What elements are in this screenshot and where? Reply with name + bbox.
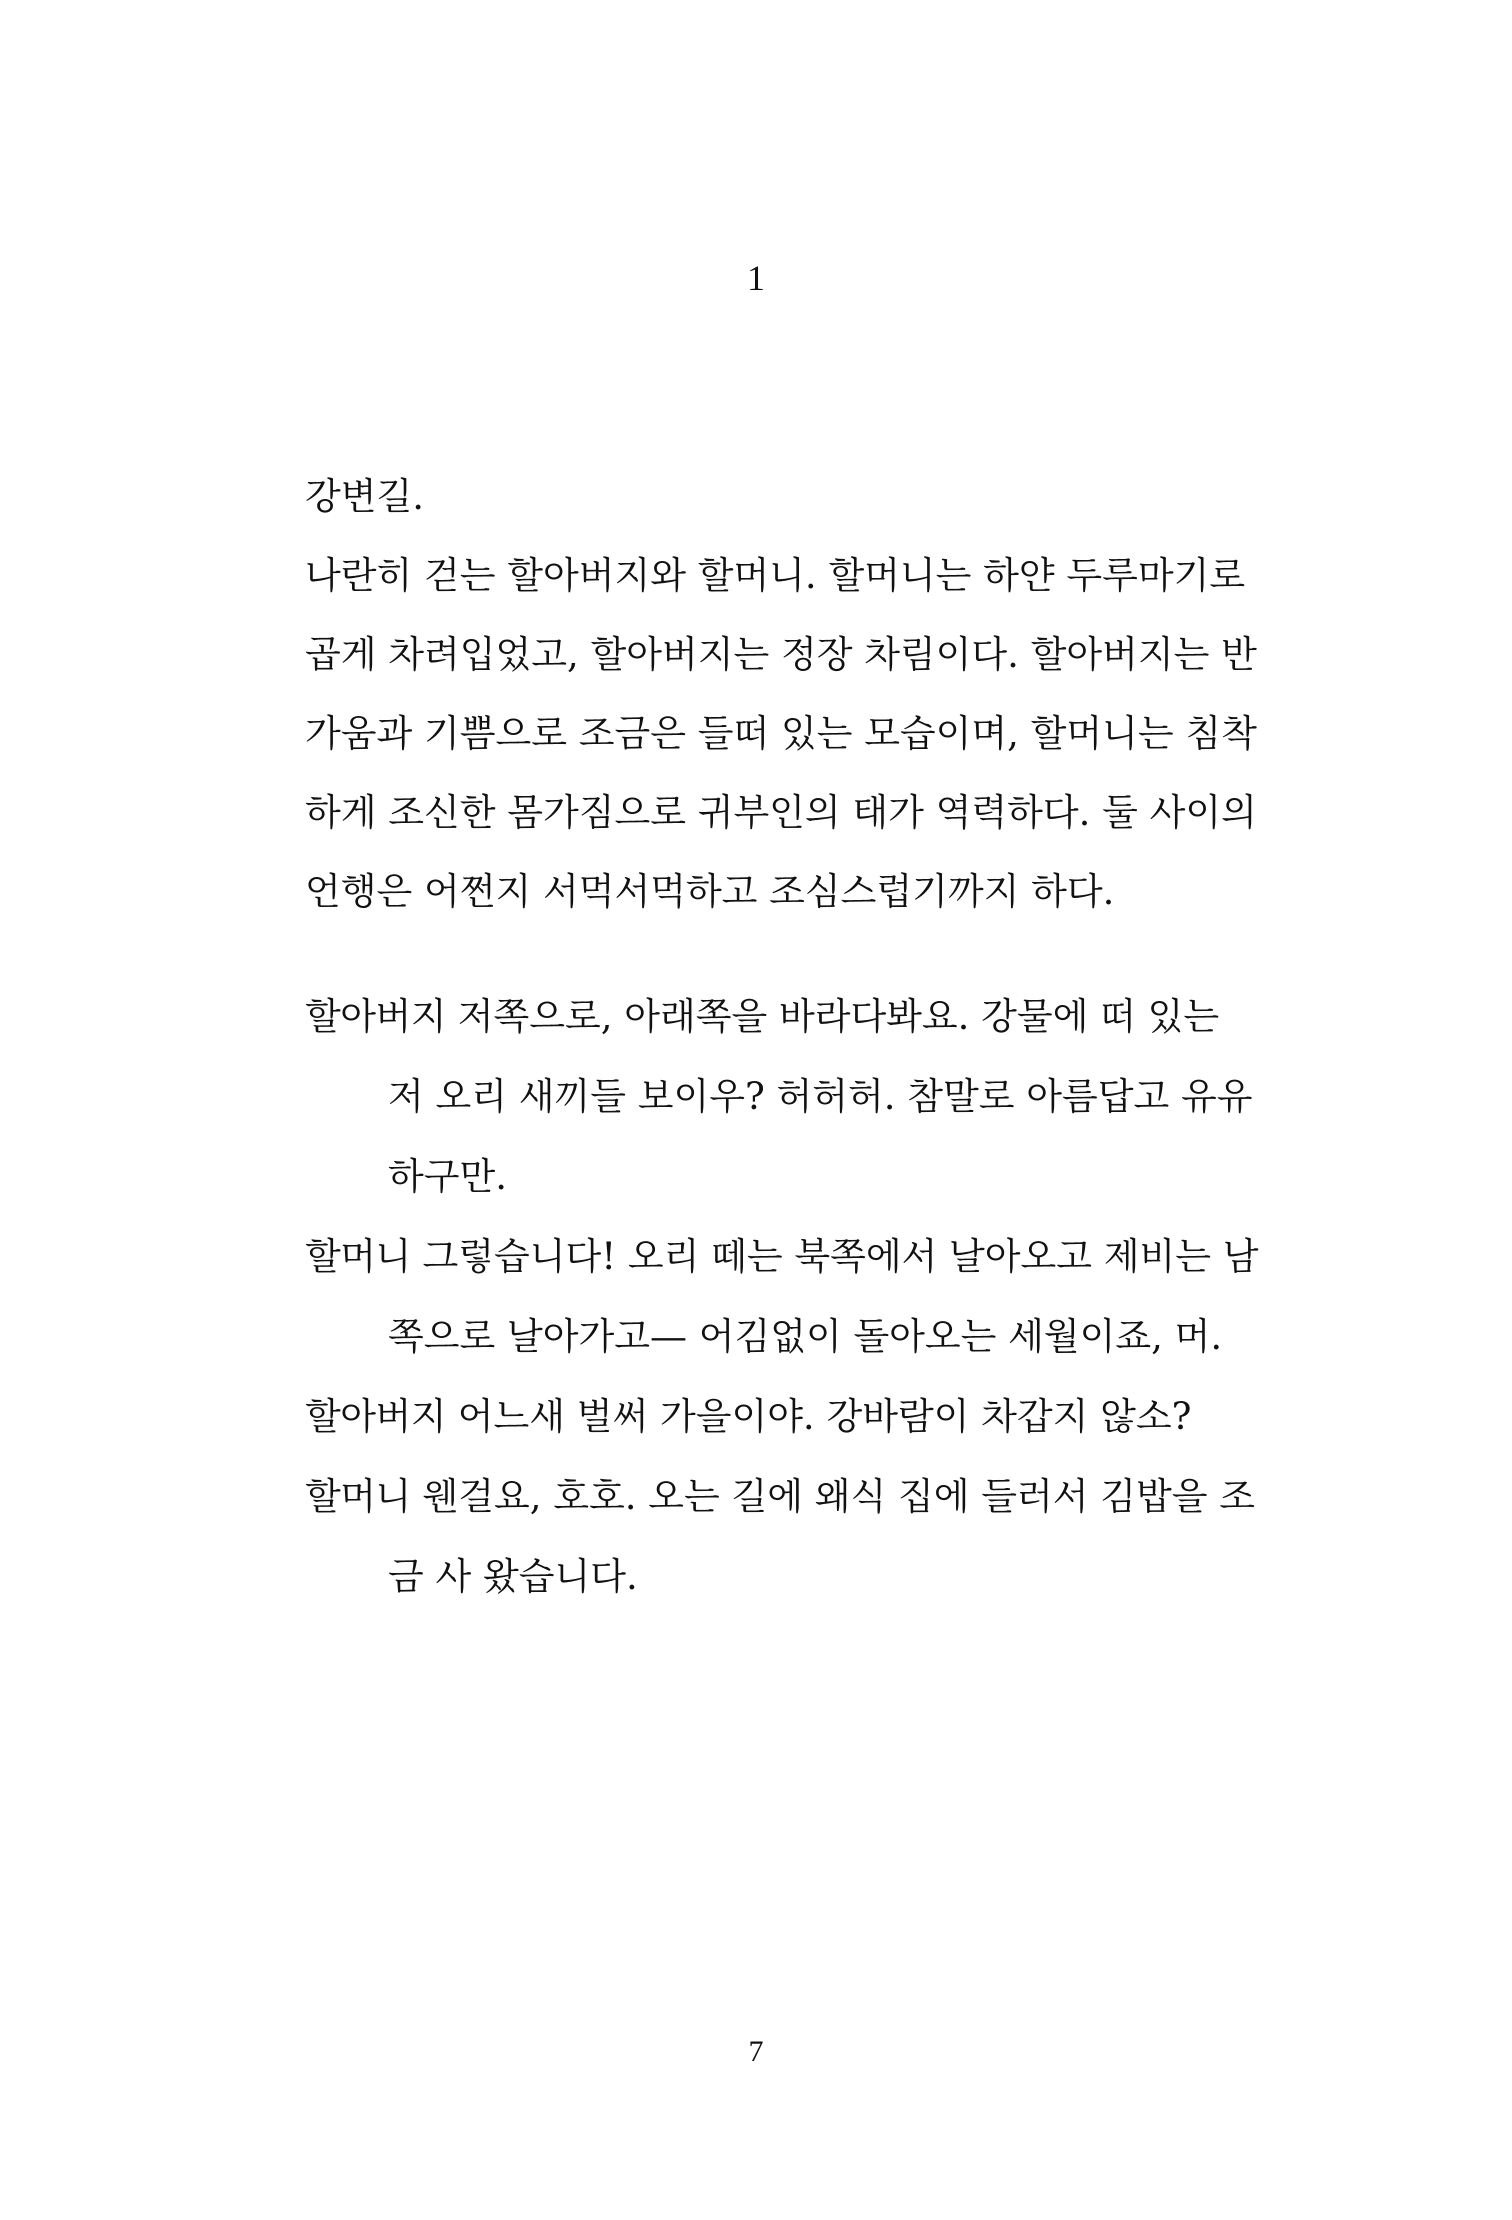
speech-text: 어느새 벌써 가을이야. 강바람이 차갑지 않소? <box>457 1395 1192 1438</box>
speech-grandmother <box>305 1234 1259 1394</box>
speech-text: 웬걸요, 호호. 오는 길에 왜식 집에 들러서 김밥을 조 <box>422 1475 1255 1518</box>
speech-grandmother <box>305 1474 1255 1634</box>
speech-grandfather <box>305 994 1253 1234</box>
speech-line <box>305 1234 1259 1314</box>
stage-direction-line: 강변길. <box>305 475 424 518</box>
stage-direction-line: 곱게 차려입었고, 할아버지는 정장 차림이다. 할아버지는 반 <box>305 633 1257 676</box>
speech-line <box>305 1474 1255 1554</box>
speech-line: 하구만. <box>388 1155 507 1198</box>
speaker-name: 할아버지 <box>305 995 446 1038</box>
speaker-name: 할머니 <box>305 1235 411 1278</box>
stage-direction-line: 언행은 어쩐지 서먹서먹하고 조심스럽기까지 하다. <box>305 870 1115 913</box>
speech-text: 그렇습니다! 오리 떼는 북쪽에서 날아오고 제비는 남 <box>422 1235 1259 1278</box>
page-number: 7 <box>748 2035 764 2068</box>
speech-line <box>305 1394 1235 1474</box>
stage-directions <box>305 474 1257 948</box>
speaker-name: 할아버지 <box>305 1395 446 1438</box>
stage-direction-line: 가움과 기쁨으로 조금은 들떠 있는 모습이며, 할머니는 침착 <box>305 712 1257 755</box>
speech-text: 저쪽으로, 아래쪽을 바라다봐요. 강물에 떠 있는 <box>457 995 1220 1038</box>
speech-line: 저 오리 새끼들 보이우? 허허허. 참말로 아름답고 유유 <box>388 1075 1253 1118</box>
speech-line: 금 사 왔습니다. <box>388 1555 638 1598</box>
speech-line: 쪽으로 날아가고— 어김없이 돌아오는 세월이죠, 머. <box>388 1315 1223 1358</box>
speaker-name: 할머니 <box>305 1475 411 1518</box>
speech-line <box>305 994 1235 1074</box>
stage-direction-line: 하게 조신한 몸가짐으로 귀부인의 태가 역력하다. 둘 사이의 <box>305 791 1257 834</box>
speech-grandfather <box>305 1394 1235 1474</box>
stage-direction-line: 나란히 걷는 할아버지와 할머니. 할머니는 하얀 두루마기로 <box>305 554 1246 597</box>
dialogue <box>305 994 1259 1634</box>
scene-number: 1 <box>747 258 765 298</box>
